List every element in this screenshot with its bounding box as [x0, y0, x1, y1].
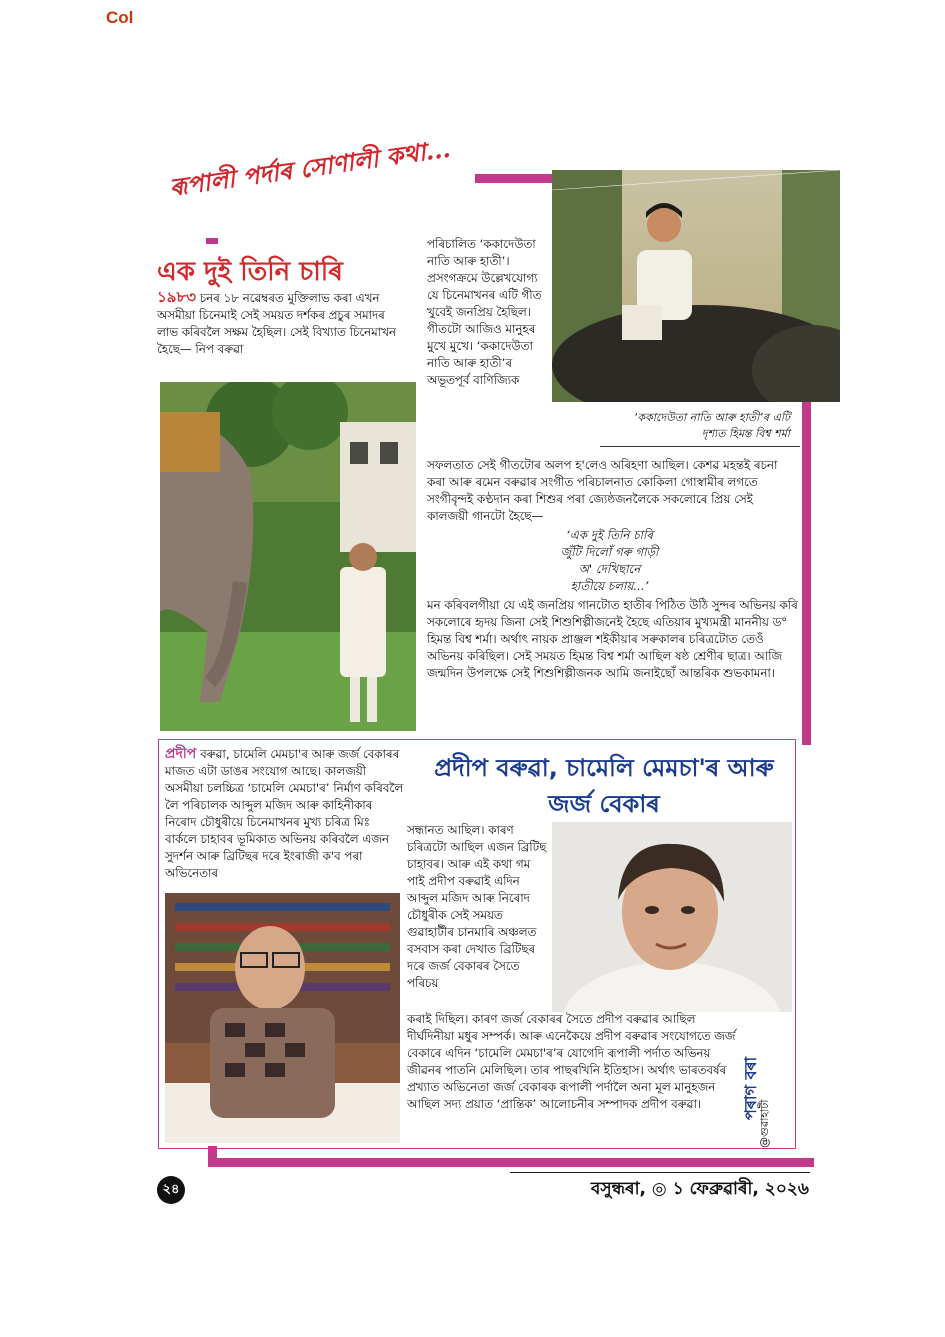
- article1-body-text: সফলতাত সেই গীতটোৰ অলপ হ'লেও অৰিহণা আছিল। কেশৱ মহন্তই ৰচনা কৰা আৰু ৰমেন বৰুৱাৰ সংগীত পৰিচালনাত কোকিলা গোস্বামীৰ লগতে সংগীবৃন্দই কণ্ঠদান কৰা শিশুৰ পৰা জ্যেষ্ঠজনলৈকে সকলোৰে প্ৰিয় সেই কালজয়ী গানটো হৈছে—: [427, 458, 778, 523]
- footer-publication: [591, 1176, 809, 1204]
- caption-line-1: ‘ককাদেউতা নাতি আৰু হাতী’ৰ এটি: [633, 411, 790, 424]
- photo-george-baker: [552, 822, 792, 1012]
- child-elephant-illustration: [552, 170, 840, 402]
- photo-pradip-barua: [165, 893, 400, 1143]
- section-title: ৰূপালী পৰ্দাৰ সোণালী কথা...: [167, 133, 453, 202]
- pradip-barua-illustration: [165, 893, 400, 1143]
- article1-column: [427, 236, 547, 389]
- article2-body: [407, 1011, 742, 1113]
- author-location: @গুৱাহাটী: [758, 1099, 771, 1148]
- article2-title-line-2: জৰ্জ বেকাৰ: [548, 790, 660, 818]
- song-lyrics: [427, 527, 792, 595]
- article1-body: [427, 457, 792, 525]
- song-line: ‘এক দুই তিনি চাৰি: [565, 528, 653, 542]
- right-accent-bar: [802, 400, 811, 745]
- article1-dropcap: ১৯৮৩: [157, 288, 196, 306]
- spiral-icon: ◎: [651, 1179, 667, 1199]
- article1-closing: [427, 597, 799, 682]
- article2-intro-text: বৰুৱা, চামেলি মেমচা'ৰ আৰু জৰ্জ বেকাৰৰ মাজত এটা ডাঙৰ সংযোগ আছে। কালজয়ী অসমীয়া চলচ্চিত্ৰ ‘চামেলি মেমচা'ৰ’ নিৰ্মাণ কৰিবলৈ লৈ পৰিচালক আব্দুল মজিদ আৰু কাহিনীকাৰ নিৰোদ চৌধুৰীয়ে চিনেমাখনৰ মুখ্য চৰিত্ৰ মিঃ বাৰ্কলে চাহাবৰ ভূমিকাত অভিনয় কৰিবলৈ এজন সুদৰ্শন আৰু ব্ৰিটিছৰ দৰে ইংৰাজী ক'ব পৰা অভিনেতাৰ: [165, 747, 404, 880]
- photo-elephant-garden: [160, 382, 416, 731]
- footer-rule: [510, 1172, 810, 1173]
- george-baker-illustration: [552, 822, 792, 1012]
- photo-caption-1: [560, 410, 790, 442]
- article2-body-text: কৰাই দিছিল। কাৰণ জৰ্জ বেকাৰৰ সৈতে প্ৰদীপ বৰুৱাৰ আছিল দীৰ্ঘদিনীয়া মধুৰ সম্পৰ্ক। আৰু এনেকৈয়ে প্ৰদীপ বৰুৱাৰ সংযোগতে জৰ্জ বেকাৰে এদিন ‘চামেলি মেমচা'ৰ’ৰ যোগেদি ৰূপালী পৰ্দাত অভিনয় জীৱনৰ পাতনি মেলিছিল। তাৰ পাছৰখিনি ইতিহাস। অৰ্থাৎ ভাৰতবৰ্ষৰ প্ৰখ্যাত অভিনেতা জৰ্জ বেকাৰক ৰূপালী পৰ্দালৈ অনা মূল মানুহজন আছিল সদ্য প্ৰয়াত ‘প্ৰান্তিক’ আলোচনীৰ সম্পাদক প্ৰদীপ বৰুৱা।: [407, 1012, 736, 1111]
- page-number: ২৪: [157, 1176, 185, 1204]
- song-line: অ' দেখিছানে: [578, 562, 641, 576]
- caption-line-2: দৃশ্যত হিমন্ত বিশ্ব শৰ্মা: [701, 427, 790, 440]
- author-credit: [738, 1056, 774, 1150]
- issue-date: ১ ফেব্ৰুৱাৰী, ২০২৬: [672, 1179, 809, 1199]
- article1-title: এক দুই তিনি চাৰি: [157, 257, 343, 287]
- article2-lead-word: প্ৰদীপ: [165, 746, 197, 762]
- article1-column-text: পৰিচালিত ‘ককাদেউতা নাতি আৰু হাতী’। প্ৰসংগক্ৰমে উল্লেখযোগ্য যে চিনেমাখনৰ এটি গীত খুবেই জনপ্ৰিয় হৈছিল। গীতটো আজিও মানুহৰ মুখে মুখে। ‘ককাদেউতা নাতি আৰু হাতী’ৰ অভূতপূৰ্ব বাণিজ্যিক: [427, 237, 542, 387]
- article1-intro: [157, 289, 404, 358]
- bottom-left-accent: [208, 1146, 217, 1166]
- title-marker: [206, 238, 218, 244]
- article1-intro-text: চনৰ ১৮ নৱেম্বৰত মুক্তিলাভ কৰা এখন অসমীয়া চিনেমাই সেই সময়ত দৰ্শকৰ প্ৰচুৰ সমাদৰ লাভ কৰিবলৈ সক্ষম হৈছিল। সেই বিখ্যাত চিনেমাখন হৈছে— নিপ বৰুৱা: [157, 291, 396, 356]
- song-line: জুঁটি দিলোঁ গৰু গাড়ী: [560, 545, 659, 559]
- publication-name: বসুন্ধৰা,: [590, 1179, 646, 1199]
- article2-intro: [165, 746, 405, 882]
- corner-label: Col: [106, 8, 134, 27]
- article2-column-text: সন্ধানত আছিল। কাৰণ চৰিত্ৰটো আছিল এজন ব্ৰিটিছ চাহাবৰ। আৰু এই কথা গম পাই প্ৰদীপ বৰুৱাই এদিন আব্দুল মজিদ আৰু নিৰোদ চৌধুৰীক সেই সময়ত গুৱাহাটীৰ চানমাৰি অঞ্চলত বসবাস কৰা দেখাত ব্ৰিটিছৰ দৰে জৰ্জ বেকাৰৰ সৈতে পৰিচয়: [407, 823, 547, 990]
- photo-child-on-elephant: [552, 170, 840, 402]
- article2-column: [407, 822, 547, 992]
- top-accent-bar: [475, 174, 552, 183]
- author-name: পৰাগ বৰা: [741, 1056, 760, 1120]
- song-line: হাতীয়ে চলায়...’: [570, 579, 649, 593]
- article1-closing-text: মন কৰিবলগীয়া যে এই জনপ্ৰিয় গানটোত হাতীৰ পিঠিত উঠি সুন্দৰ অভিনয় কৰি সকলোৰে হৃদয় জিনা সেই শিশুশিল্পীজনেই হৈছে এতিয়াৰ মুখ্যমন্ত্ৰী মাননীয় ড° হিমন্ত বিশ্ব শৰ্মা। অৰ্থাৎ নায়ক প্ৰাঞ্জল শইকীয়াৰ সৰুকালৰ চৰিত্ৰটোত তেওঁ অভিনয় কৰিছিল। সেই সময়ত হিমন্ত বিশ্ব শৰ্মা আছিল ষষ্ঠ শ্ৰেণীৰ ছাত্ৰ। আজি জন্মদিন উপলক্ষে সেই শিশুশিল্পীজনক আমি জনাইছোঁ আন্তৰিক শুভকামনা।: [427, 598, 798, 680]
- article2-title-line-1: প্ৰদীপ বৰুৱা, চামেলি মেমচা'ৰ আৰু: [434, 754, 774, 782]
- article2-title: [408, 750, 800, 822]
- caption-rule: [600, 446, 800, 447]
- elephant-garden-illustration: [160, 382, 416, 731]
- bottom-accent-bar: [208, 1158, 814, 1167]
